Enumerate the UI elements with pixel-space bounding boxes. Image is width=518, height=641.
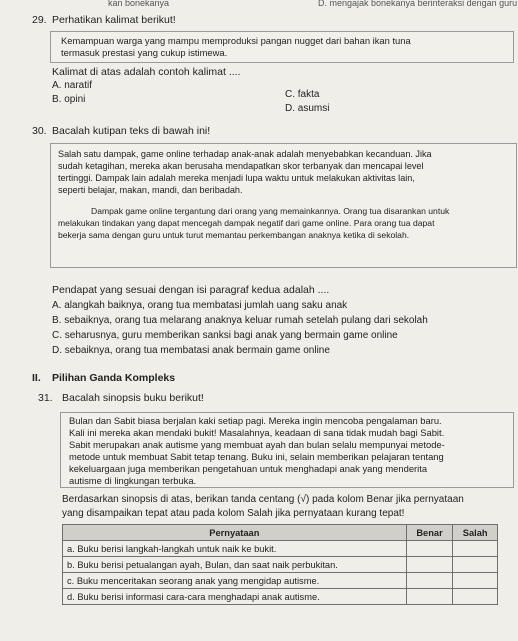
- q30-p1-line: seperti belajar, makan, mandi, dan beribadah.: [58, 185, 243, 195]
- q31-number: 31.: [38, 392, 53, 404]
- table-row: [63, 573, 498, 589]
- q30-option-b[interactable]: B. sebaiknya, orang tua melarang anaknya keluar rumah setelah pulang dari sekolah: [52, 315, 428, 326]
- check-false-b[interactable]: [453, 557, 498, 573]
- check-true-d[interactable]: [406, 589, 453, 605]
- check-false-d[interactable]: [453, 589, 498, 605]
- q29-option-b[interactable]: B. opini: [52, 94, 86, 105]
- check-false-a[interactable]: [453, 541, 498, 557]
- q29-question: Kalimat di atas adalah contoh kalimat ....: [52, 66, 241, 78]
- q29-box-line: Kemampuan warga yang mampu memproduksi pangan nugget dari bahan ikan tuna: [61, 35, 411, 46]
- header-true: Benar: [406, 525, 453, 541]
- q31-statement-table: [62, 524, 498, 605]
- q31-prompt: Bacalah sinopsis buku berikut!: [62, 392, 204, 404]
- check-false-c[interactable]: [453, 573, 498, 589]
- q29-option-d[interactable]: D. asumsi: [285, 103, 330, 114]
- q31-synopsis-box: [60, 412, 514, 488]
- check-true-a[interactable]: [406, 541, 453, 557]
- q31-box-line: Kali ini mereka akan mendaki bukit! Masalahnya, keadaan di sana tidak mudah bagi Sabit.: [69, 427, 445, 438]
- q30-option-d[interactable]: D. sebaiknya, orang tua membatasi anak bermain game online: [52, 345, 330, 356]
- previous-option-d: D. mengajak bonekanya berinteraksi dengan guru: [318, 0, 518, 8]
- q30-p1-line: Salah satu dampak, game online terhadap anak-anak adalah menyebabkan kecanduan. Jika: [58, 149, 432, 159]
- q31-box-line: Sabit merupakan anak autisme yang membuat ayah dan bulan selalu mempunyai metode-: [69, 439, 445, 450]
- section-number: II.: [32, 372, 41, 384]
- table-header-row: [63, 525, 498, 541]
- q30-number: 30.: [32, 125, 47, 137]
- section-title: Pilihan Ganda Kompleks: [52, 372, 176, 384]
- q30-prompt: Bacalah kutipan teks di bawah ini!: [52, 125, 211, 137]
- check-true-c[interactable]: [406, 573, 453, 589]
- q31-instruction-line: Berdasarkan sinopsis di atas, berikan tanda centang (√) pada kolom Benar jika pernyataan: [62, 494, 464, 505]
- q30-p1-line: tertinggi. Dampak lain adalah mereka menjadi lupa waktu untuk melakukan aktivitas lain,: [58, 173, 415, 183]
- q29-box-line: termasuk prestasi yang cukup istimewa.: [61, 47, 228, 58]
- q30-p1-line: sudah ketagihan, mereka akan berusaha mendapatkan skor terbanyak dan mencapai level: [58, 161, 424, 171]
- q29-option-a[interactable]: A. naratif: [52, 80, 93, 91]
- q29-prompt: Perhatikan kalimat berikut!: [52, 14, 176, 26]
- q30-option-c[interactable]: C. seharusnya, guru memberikan sanksi bagi anak yang bermain game online: [52, 330, 398, 341]
- q30-text-box: [50, 143, 517, 268]
- q29-option-c[interactable]: C. fakta: [285, 89, 320, 100]
- q30-option-a[interactable]: A. alangkah baiknya, orang tua membatasi jumlah uang saku anak: [52, 300, 348, 311]
- q30-p2-line: bekerja sama dengan guru untuk turut memantau perkembangan anaknya ketika di sekolah.: [58, 230, 410, 240]
- q31-box-line: autisme di lingkungan terbuka.: [69, 475, 197, 486]
- q31-box-line: Bulan dan Sabit biasa berjalan kaki setiap pagi. Mereka ingin mencoba pengalaman baru.: [69, 415, 442, 426]
- statement-b: b. Buku berisi petualangan ayah, Bulan, dan saat naik perbukitan.: [63, 557, 407, 573]
- q30-p2-line: melakukan tindakan yang dapat mencegah dampak negatif dari game online. Para orang tua dapat: [58, 218, 435, 228]
- q29-sentence-box: [50, 31, 514, 63]
- statement-c: c. Buku menceritakan seorang anak yang mengidap autisme.: [63, 573, 407, 589]
- previous-question-fragment: kan bonekanya: [108, 0, 170, 8]
- table-row: [63, 589, 498, 605]
- q30-p2-line: Dampak game online tergantung dari orang yang memainkannya. Orang tua disarankan untuk: [91, 206, 450, 216]
- header-statement: Pernyataan: [63, 525, 407, 541]
- q31-box-line: kekeluargaan juga memberikan pengetahuan untuk menghadapi anak yang menderita: [69, 463, 428, 474]
- check-true-b[interactable]: [406, 557, 453, 573]
- q31-box-line: metode untuk membuat Sabit tetap tenang. Buku ini, selain memberikan pelajaran tentang: [69, 451, 444, 462]
- statement-d: d. Buku berisi informasi cara-cara menghadapi anak autisme.: [63, 589, 407, 605]
- q29-number: 29.: [32, 14, 47, 26]
- q30-question: Pendapat yang sesuai dengan isi paragraf kedua adalah ....: [52, 284, 330, 296]
- header-false: Salah: [453, 525, 498, 541]
- table-row: [63, 557, 498, 573]
- statement-a: a. Buku berisi langkah-langkah untuk naik ke bukit.: [63, 541, 407, 557]
- q31-instruction-line: yang disampaikan tepat atau pada kolom Salah jika pernyataan kurang tepat!: [62, 508, 405, 519]
- table-row: [63, 541, 498, 557]
